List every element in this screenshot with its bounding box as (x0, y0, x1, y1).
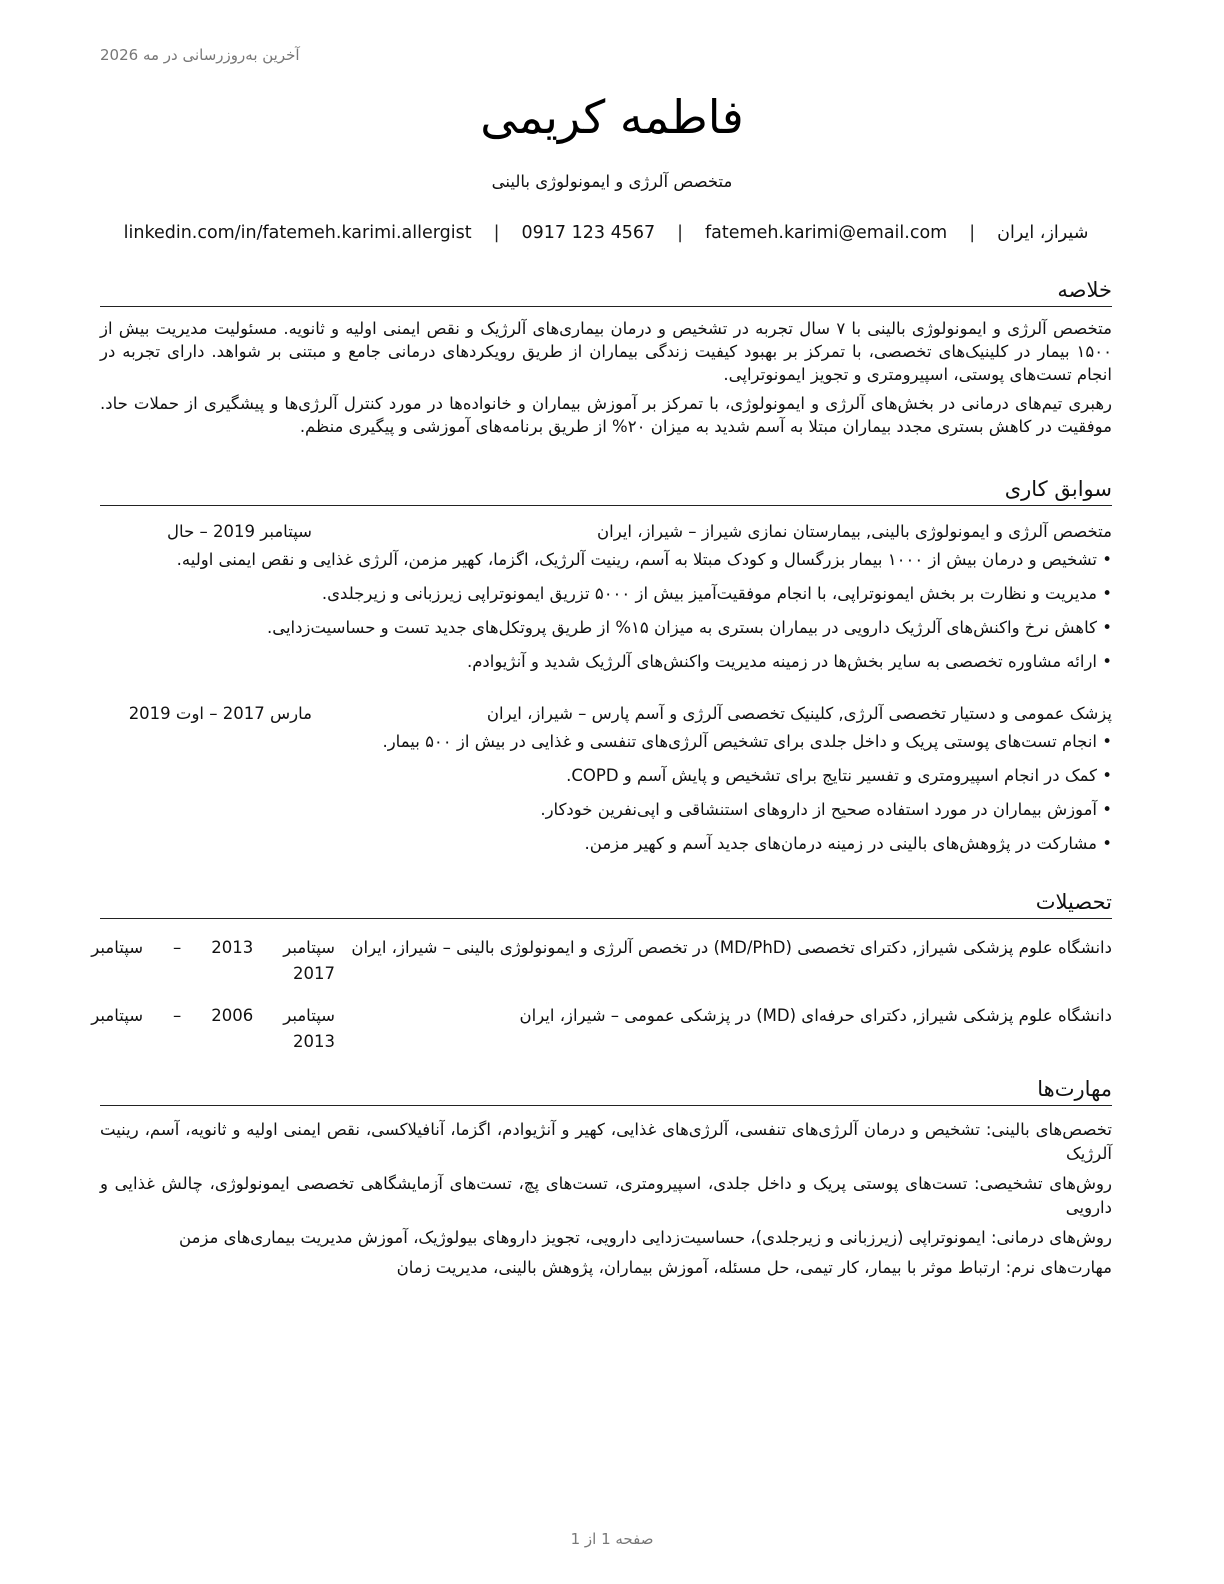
education-start-year: 2013 (211, 938, 254, 957)
skill-line: مهارت‌های نرم: ارتباط موثر با بیمار، کار تیمی، حل مسئله، آموزش بیماران، پژوهش بالینی، مدیریت زمان (396, 1258, 1112, 1277)
education-dates (91, 1003, 335, 1055)
contact-separator: | (969, 223, 976, 243)
education-dash: – (173, 938, 182, 957)
job-entry (100, 520, 1112, 674)
job-title: پزشک عمومی و دستیار تخصصی آلرژی, کلینیک تخصصی آلرژی و آسم پارس – شیراز، ایران (486, 704, 1112, 723)
summary-paragraph: متخصص آلرژی و ایمونولوژی بالینی با ۷ سال تجربه در تشخیص و درمان بیماری‌های آلرژیک و نقص ایمنی اولیه و ثانویه. مسئولیت مدیریت بیش از ۱۵۰۰ بیمار در کلینیک‌های تخصصی، با تمرکز بر بهبود کیفیت زندگی بیماران از طریق رویکردهای درمانی جامع و مبتنی بر شواهد. دارای تجربه در انجام تست‌های پوستی، اسپیرومتری و تجویز ایمونوتراپی. (100, 319, 1112, 384)
education-dash: – (173, 1006, 182, 1025)
summary-heading: خلاصه (100, 276, 1112, 307)
job-dates: مارس 2017 – اوت 2019 (128, 704, 312, 723)
education-start-month: سپتامبر (283, 938, 335, 957)
education-dates (91, 935, 335, 987)
page-number: صفحه 1 از 1 (570, 1530, 654, 1548)
contact-linkedin[interactable]: linkedin.com/in/fatemeh.karimi.allergist (123, 223, 472, 243)
job-entry (100, 702, 1112, 856)
skill-line: روش‌های درمانی: ایمونوتراپی (زیرزبانی و زیرجلدی)، حساسیت‌زدایی دارویی، تجویز داروهای بیولوژیک، آموزش مدیریت بیماری‌های مزمن (179, 1228, 1112, 1247)
education-end-year: 2017 (293, 964, 335, 983)
job-bullet: • انجام تست‌های پوستی پریک و داخل جلدی برای تشخیص آلرژی‌های تنفسی و غذایی در بیش از ۵۰۰ بیمار. (100, 730, 1112, 754)
job-dates: سپتامبر 2019 – حال (167, 522, 312, 541)
job-bullet: • مشارکت در پژوهش‌های بالینی در زمینه درمان‌های جدید آسم و کهیر مزمن. (100, 832, 1112, 856)
education-degree: دانشگاه علوم پزشکی شیراز, دکترای حرفه‌ای (MD) در پزشکی عمومی – شیراز، ایران (519, 1006, 1112, 1025)
education-heading: تحصیلات (100, 888, 1112, 919)
skill-line: تخصص‌های بالینی: تشخیص و درمان آلرژی‌های تنفسی، آلرژی‌های غذایی، کهیر و آنژیوادم، اگزما، آنافیلاکسی، نقص ایمنی اولیه و ثانویه، آسم، رینیت آلرژیک (100, 1120, 1112, 1163)
education-end-year: 2013 (293, 1032, 335, 1051)
candidate-name: فاطمه کریمی (480, 90, 744, 144)
experience-heading: سوابق کاری (100, 475, 1112, 506)
job-bullet: • تشخیص و درمان بیش از ۱۰۰۰ بیمار بزرگسال و کودک مبتلا به آسم، رینیت آلرژیک، اگزما، کهیر مزمن، آلرژی غذایی و نقص ایمنی اولیه. (100, 548, 1112, 572)
skills-heading: مهارت‌ها (100, 1075, 1112, 1106)
contact-bar (100, 223, 1112, 243)
job-bullet: • مدیریت و نظارت بر بخش ایمونوتراپی، با انجام موفقیت‌آمیز بیش از ۵۰۰۰ تزریق ایمونوتراپی زیرزبانی و زیرجلدی. (100, 582, 1112, 606)
education-end-month: سپتامبر (91, 938, 144, 957)
education-entry (91, 935, 1112, 987)
skills-section (100, 1075, 1112, 1280)
education-start-year: 2006 (211, 1006, 254, 1025)
contact-location: شیراز، ایران (997, 223, 1089, 243)
candidate-title: متخصص آلرژی و ایمونولوژی بالینی (491, 172, 733, 191)
contact-email[interactable]: fatemeh.karimi@email.com (705, 223, 948, 243)
education-degree: دانشگاه علوم پزشکی شیراز, دکترای تخصصی (MD/PhD) در تخصص آلرژی و ایمونولوژی بالینی – شیراز، ایران (351, 938, 1112, 957)
skill-line: روش‌های تشخیصی: تست‌های پوستی پریک و داخل جلدی، اسپیرومتری، تست‌های پچ، تست‌های آزمایشگاهی تخصصی ایمونولوژی، چالش غذایی و دارویی (100, 1174, 1112, 1217)
job-bullet: • کاهش نرخ واکنش‌های آلرژیک دارویی در بیماران بستری به میزان ۱۵% از طریق پروتکل‌های جدید تست و حساسیت‌زدایی. (100, 616, 1112, 640)
last-updated-note: آخرین به‌روزرسانی در مه 2026 (100, 46, 300, 64)
experience-section (100, 475, 1112, 856)
contact-separator: | (677, 223, 684, 243)
job-bullets (100, 548, 1112, 674)
summary-paragraph: رهبری تیم‌های درمانی در بخش‌های آلرژی و ایمونولوژی، با تمرکز بر آموزش بیماران و خانواده‌ها در مورد کنترل آلرژی‌ها و پیشگیری از حملات حاد. موفقیت در کاهش بستری مجدد بیماران مبتلا به آسم شدید به میزان ۲۰% از طریق برنامه‌های آموزشی و پیگیری منظم. (100, 394, 1112, 436)
job-bullet: • کمک در انجام اسپیرومتری و تفسیر نتایج برای تشخیص و پایش آسم و COPD. (100, 764, 1112, 788)
contact-phone[interactable]: 0917 123 4567 (521, 223, 656, 243)
job-bullets (100, 730, 1112, 856)
job-bullet: • ارائه مشاوره تخصصی به سایر بخش‌ها در زمینه مدیریت واکنش‌های آلرژیک شدید و آنژیوادم. (100, 650, 1112, 674)
job-title: متخصص آلرژی و ایمونولوژی بالینی, بیمارستان نمازی شیراز – شیراز، ایران (597, 522, 1112, 541)
summary-section (100, 276, 1112, 438)
job-bullet: • آموزش بیماران در مورد استفاده صحیح از داروهای استنشاقی و اپی‌نفرین خودکار. (100, 798, 1112, 822)
education-end-month: سپتامبر (91, 1006, 144, 1025)
education-start-month: سپتامبر (283, 1006, 335, 1025)
contact-separator: | (493, 223, 500, 243)
education-section (91, 888, 1112, 1055)
education-entry (91, 1003, 1112, 1055)
